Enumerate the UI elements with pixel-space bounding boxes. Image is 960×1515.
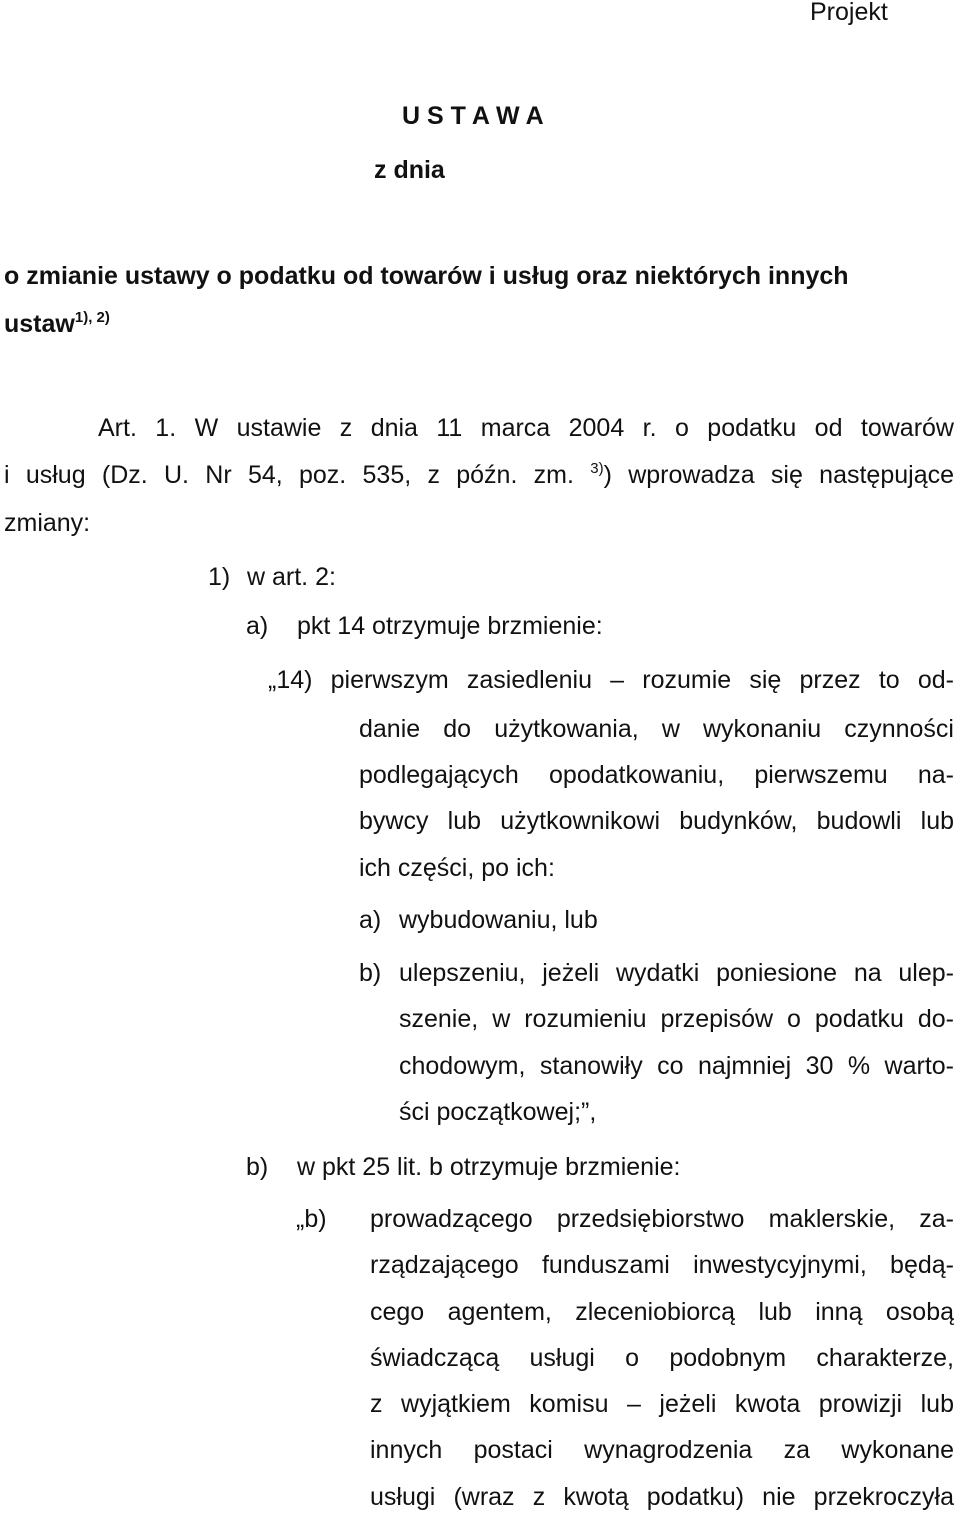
p14-line: ich części, po ich: — [359, 854, 555, 882]
point-1-number: 1) — [208, 563, 231, 591]
p25b-line: prowadzącego przedsiębiorstwo maklerskie, za- — [370, 1205, 954, 1233]
p25b-line: z wyjątkiem komisu – jeżeli kwota prowizji lub — [370, 1390, 954, 1418]
act-subject-line-2: ustaw$^{1), 2)}$ — [4, 309, 110, 338]
p14-sub-a-letter: a) — [359, 906, 382, 934]
p14-sub-a-text: wybudowaniu, lub — [399, 906, 598, 934]
art1-line-3: zmiany: — [4, 509, 91, 537]
art1-line-2: i usług (Dz. U. Nr 54, poz. 535, z późn. zm. $^{3)}$) wprowadza się następujące — [4, 460, 955, 489]
p14-line: podlegających opodatkowaniu, pierwszemu na- — [359, 761, 954, 789]
act-date: z dnia — [374, 156, 445, 184]
p14-line: danie do użytkowania, w wykonaniu czynności — [359, 715, 954, 743]
point-1-text: w art. 2: — [247, 563, 336, 591]
p25b-line: cego agentem, zleceniobiorcą lub inną osobą — [370, 1298, 954, 1326]
p14-sub-b-letter: b) — [359, 959, 382, 987]
footnote-ref: 1), 2) — [74, 309, 110, 326]
p25b-quote-letter: „b) — [296, 1205, 327, 1233]
p14-line: „14) pierwszym zasiedleniu – rozumie się przez to od- — [268, 666, 954, 694]
p25b-line: rządzającego funduszami inwestycyjnymi, będą- — [370, 1251, 954, 1279]
p25b-line: innych postaci wynagrodzenia za wykonane — [370, 1436, 954, 1464]
letter-b-text: w pkt 25 lit. b otrzymuje brzmienie: — [297, 1153, 681, 1181]
p14-sub-b-line: chodowym, stanowiły co najmniej 30 % warto- — [399, 1052, 954, 1080]
projekt-label: Projekt — [810, 0, 888, 26]
art1-line-1: Art. 1. W ustawie z dnia 11 marca 2004 r. o podatku od towarów — [98, 414, 954, 442]
p14-sub-b-line: szenie, w rozumieniu przepisów o podatku do- — [399, 1005, 954, 1033]
p14-sub-b-line: ści początkowej;”, — [399, 1098, 597, 1126]
footnote-ref: 3) — [590, 460, 604, 477]
p14-line: bywcy lub użytkownikowi budynków, budowli lub — [359, 807, 954, 835]
letter-a-text: pkt 14 otrzymuje brzmienie: — [297, 612, 603, 640]
act-title: U S T A W A — [402, 102, 544, 130]
p25b-line: usługi (wraz z kwotą podatku) nie przekroczyła — [370, 1483, 954, 1511]
letter-a: a) — [246, 612, 269, 640]
p14-sub-b-line: ulepszeniu, jeżeli wydatki poniesione na ulep- — [399, 959, 954, 987]
letter-b: b) — [246, 1153, 269, 1181]
p25b-line: świadczącą usługi o podobnym charakterze, — [370, 1344, 954, 1372]
act-subject-line-1: o zmianie ustawy o podatku od towarów i usług oraz niektórych innych — [4, 262, 849, 290]
